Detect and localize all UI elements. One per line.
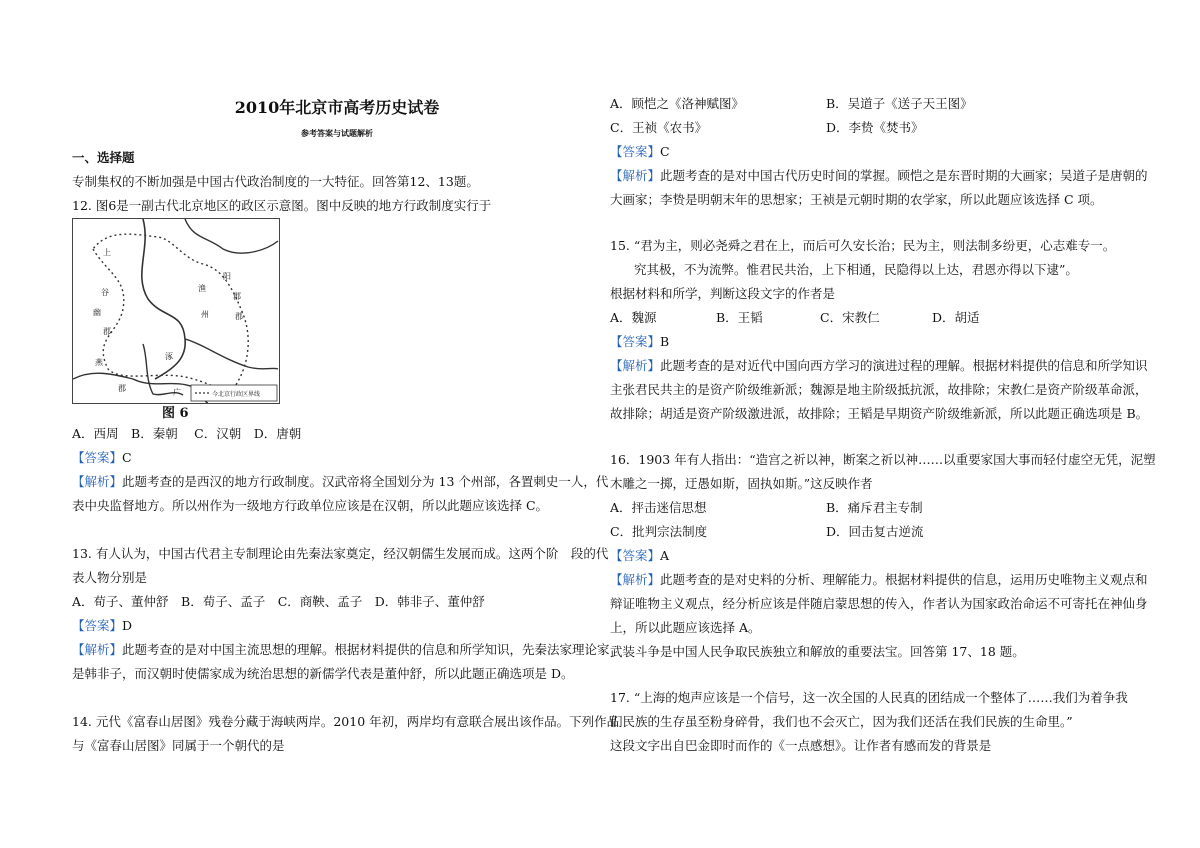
analysis-text: 此题考查的是对史料的分析、理解能力。根据材料提供的信息，运用历史唯物主义观点和 — [660, 572, 1148, 587]
analysis-text: 此题考查的是对中国主流思想的理解。根据材料提供的信息和所学知识，先秦法家理论家 — [122, 642, 610, 657]
answer-value: D — [122, 618, 133, 633]
q15-stem-3: 根据材料和所学，判断这段文字的作者是 — [610, 286, 836, 301]
map-label: 上 — [103, 248, 111, 257]
q12-analysis — [72, 470, 608, 494]
answer-tag: 【答案】 — [610, 144, 661, 159]
q15-option-d: D．胡适 — [932, 310, 980, 325]
answer-value: C — [660, 144, 670, 159]
q13-stem: 13. 有人认为，中国古代君主专制理论由先秦法家奠定，经汉朝儒生发展而成。这两个阶 段的代 — [72, 546, 609, 561]
q14-analysis-2: 大画家；李贽是明朝末年的思想家；王祯是元朝时期的农学家，所以此题应该选择 C 项。 — [610, 192, 1103, 207]
map-label: 郡 — [235, 312, 243, 321]
map-label: 阳 — [223, 272, 231, 281]
analysis-tag: 【解析】 — [610, 168, 661, 183]
q14-stem: 14. 元代《富春山居图》残卷分藏于海峡两岸。2010 年初，两岸均有意联合展出该作品。下列作品 — [72, 714, 620, 729]
analysis-text: 此题考查的是对近代中国向西方学习的演进过程的理解。根据材料提供的信息和所学知识 — [660, 358, 1148, 373]
q13-options: A．荀子、董仲舒 B．荀子、孟子 C．商鞅、孟子 D．韩非子、董仲舒 — [72, 594, 485, 609]
q16-answer — [610, 544, 669, 568]
q16-option-b: B．痛斥君主专制 — [826, 500, 923, 515]
answer-value: C — [122, 450, 132, 465]
page-subtitle: 参考答案与试题解析 — [301, 128, 373, 138]
q12-stem: 12. 图6是一副古代北京地区的政区示意图。图中反映的地方行政制度实行于 — [72, 198, 492, 213]
q12-options: A．西周 B．秦朝 C．汉朝 D．唐朝 — [72, 426, 302, 441]
q16-option-a: A．抨击迷信思想 — [610, 500, 707, 515]
q14-stem-2: 与《富春山居图》同属于一个朝代的是 — [72, 738, 285, 753]
map-label: 涿 — [165, 352, 173, 361]
map-label: 郡 — [118, 384, 126, 393]
section-intro-2: 武装斗争是中国人民争取民族独立和解放的重要法宝。回答第 17、18 题。 — [610, 644, 1025, 659]
q14-option-c: C．王祯《农书》 — [610, 120, 708, 135]
analysis-text: 此题考查的是对中国古代历史时间的掌握。顾恺之是东晋时期的大画家；吴道子是唐朝的 — [660, 168, 1148, 183]
q12-answer — [72, 446, 132, 470]
answer-value: A — [660, 548, 670, 563]
q16-option-c: C．批判宗法制度 — [610, 524, 708, 539]
map-caption: 图 6 — [162, 406, 189, 421]
q16-analysis-2: 辩证唯物主义观点，经分析应该是伴随启蒙思想的传入，作者认为国家政治命运不可寄托在神仙身 — [610, 596, 1148, 611]
q15-option-b: B．王韬 — [716, 310, 763, 325]
map-label: 幽 — [93, 308, 101, 317]
q13-stem-2: 表人物分别是 — [72, 570, 148, 585]
answer-tag: 【答案】 — [72, 450, 123, 465]
beijing-map-svg — [73, 219, 279, 403]
map-label: 广 — [173, 388, 181, 397]
q17-stem: 17. “上海的炮声应该是一个信号，这一次全国的人民真的团结成一个整体了……我们为着争我 — [610, 690, 1128, 705]
q14-option-a: A．顾恺之《洛神赋图》 — [610, 96, 745, 111]
q15-analysis-2: 主张君民共主的是资产阶级维新派；魏源是地主阶级抵抗派，故排除；宋教仁是资产阶级革命派， — [610, 382, 1148, 397]
q16-option-d: D．回击复古逆流 — [826, 524, 924, 539]
q16-analysis-3: 上，所以此题应该选择 A。 — [610, 620, 761, 635]
map-figure — [72, 218, 280, 404]
q14-option-b: B．吴道子《送子天王图》 — [826, 96, 973, 111]
map-label: 郡 — [103, 327, 111, 336]
q15-analysis-3: 故排除；胡适是资产阶级激进派，故排除；王韬是早期资产阶级维新派，所以此题正确选项是 B。 — [610, 406, 1149, 421]
q14-analysis — [610, 164, 1148, 188]
analysis-tag: 【解析】 — [72, 642, 123, 657]
q13-analysis-2: 是韩非子，而汉朝时使儒家成为统治思想的新儒学代表是董仲舒，所以此题正确选项是 D。 — [72, 666, 574, 681]
q13-answer — [72, 614, 132, 638]
q13-analysis — [72, 638, 610, 662]
analysis-tag: 【解析】 — [610, 358, 661, 373]
q15-analysis — [610, 354, 1148, 378]
map-label: 州 — [201, 310, 209, 319]
q17-stem-2: 们民族的生存虽至粉身碎骨，我们也不会灭亡，因为我们还活在我们民族的生命里。” — [610, 714, 1073, 729]
q15-option-c: C．宋教仁 — [820, 310, 880, 325]
q14-option-d: D．李贽《焚书》 — [826, 120, 924, 135]
map-label: 谷 — [101, 288, 109, 297]
answer-tag: 【答案】 — [72, 618, 123, 633]
q16-stem-2: 木雕之一掷，迂愚如斯，固执如斯。”这反映作者 — [610, 476, 873, 491]
analysis-tag: 【解析】 — [72, 474, 123, 489]
q15-stem-2: 究其极，不为流弊。惟君民共治，上下相通，民隐得以上达，君恩亦得以下逮”。 — [634, 262, 1078, 277]
q16-stem: 16．1903 年有人指出：“造宫之祈以神，断案之祈以神……以重要家国大事而轻付虚空无凭，泥塑 — [610, 452, 1156, 467]
intro-text: 专制集权的不断加强是中国古代政治制度的一大特征。回答第12、13题。 — [72, 174, 479, 189]
answer-tag: 【答案】 — [610, 334, 661, 349]
q17-stem-3: 这段文字出自巴金即时而作的《一点感想》。让作者有感而发的背景是 — [610, 738, 992, 753]
q16-analysis — [610, 568, 1148, 592]
q12-analysis-2: 表中央监督地方。所以州作为一级地方行政单位应该是在汉朝，所以此题应该选择 C。 — [72, 498, 549, 513]
analysis-tag: 【解析】 — [610, 572, 661, 587]
q14-answer — [610, 140, 670, 164]
q15-stem: 15. “君为主，则必尧舜之君在上，而后可久安长治；民为主，则法制多纷更，心志难专一。 — [610, 238, 1116, 253]
answer-tag: 【答案】 — [610, 548, 661, 563]
map-label: 郡 — [233, 292, 241, 301]
section-heading: 一、选择题 — [72, 150, 135, 165]
answer-value: B — [660, 334, 670, 349]
analysis-text: 此题考查的是西汉的地方行政制度。汉武帝将全国划分为 13 个州部，各置刺史一人，代 — [122, 474, 609, 489]
map-legend: 今北京行政区界线 — [212, 391, 261, 398]
map-label: 渔 — [198, 284, 206, 293]
q15-answer — [610, 330, 669, 354]
page-title: 2010年北京市高考历史试卷 — [234, 98, 440, 117]
q15-option-a: A．魏源 — [610, 310, 657, 325]
map-label: 燕 — [95, 358, 103, 367]
